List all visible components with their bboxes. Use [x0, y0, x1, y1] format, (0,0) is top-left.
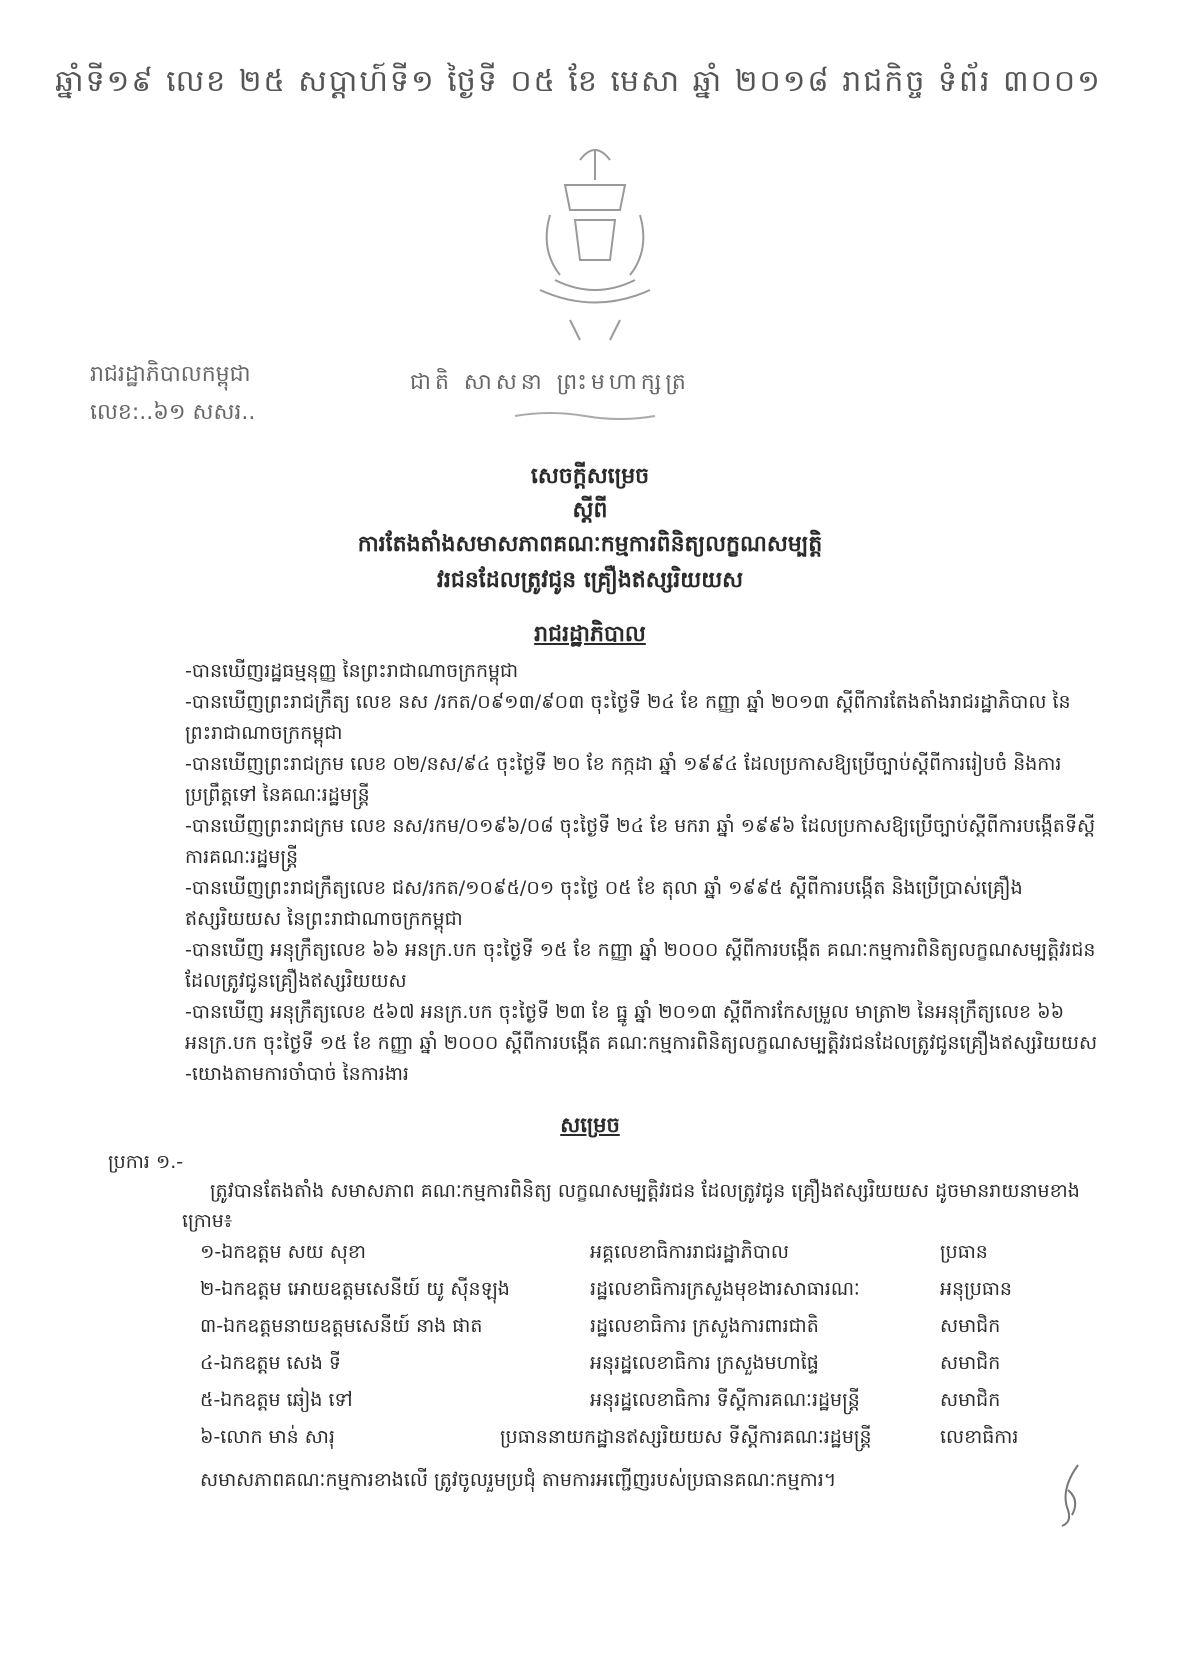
ornament-divider-icon [510, 410, 660, 422]
member-name: ៣-ឯកឧត្តមនាយឧត្តមសេនីយ៍ នាង ផាត [200, 1315, 483, 1337]
member-list [200, 1240, 1100, 1462]
visa-item: -បានឃើញ អនុក្រឹត្យលេខ ៦៦ អនក្រ.បក ចុះថ្ងៃទី ១៥ ខែ កញ្ញា ឆ្នាំ ២០០០ ស្តីពីការបង្កើត គណៈកម្មការពិនិត្យលក្ខណសម្បត្តិវរជន ដែលត្រូវជូនគ្រឿងឥស្សរិយយស [185, 939, 1096, 992]
member-position: រដ្ឋលេខាធិការក្រសួងមុខងារសាធារណៈ [590, 1278, 860, 1300]
handwritten-initial-icon [1050, 1460, 1090, 1530]
member-name: ៦-លោក មាន់ សារុ [200, 1426, 335, 1448]
member-name: ៤-ឯកឧត្តម សេង ទី [200, 1352, 341, 1374]
member-role: សមាជិក [940, 1389, 1001, 1411]
document-about: ស្តីពី [572, 498, 608, 523]
member-name: ១-ឯកឧត្តម សយ សុខា [200, 1241, 366, 1263]
member-role: សមាជិក [940, 1315, 1001, 1337]
member-role: សមាជិក [940, 1352, 1001, 1374]
member-position: ប្រធាននាយកដ្ឋានឥស្សរិយយស ទីស្តីការគណៈរដ្ឋមន្ត្រី [500, 1426, 872, 1448]
subject-line-1: ការតែងតាំងសមាសភាពគណៈកម្មការពិនិត្យលក្ខណសម្បត្តិ [357, 532, 823, 557]
visa-item: -បានឃើញព្រះរាជក្រឹត្យ លេខ នស /រកត/០៩១៣/៩០៣ ចុះថ្ងៃទី ២៤ ខែ កញ្ញា ឆ្នាំ ២០១៣ ស្តីពីការតែងតាំងរាជរដ្ឋាភិបាល នៃព្រះរាជាណាចក្រកម្ពុជា [185, 691, 1071, 744]
member-position: អនុរដ្ឋលេខាធិការ ទីស្តីការគណៈរដ្ឋមន្ត្រី [590, 1389, 860, 1411]
closing-statement: សមាសភាពគណៈកម្មការខាងលើ ត្រូវចូលរួមប្រជុំ តាមការអញ្ជើញរបស់ប្រធានគណៈកម្មការ។ [200, 1469, 837, 1491]
visa-list [185, 656, 1105, 1090]
issuer-heading: រាជរដ្ឋាភិបាល [534, 622, 646, 647]
member-position: អគ្គលេខាធិការរាជរដ្ឋាភិបាល [590, 1241, 789, 1263]
member-role: ប្រធាន [940, 1241, 988, 1263]
article-label: ប្រការ ១.- [108, 1151, 184, 1173]
issuing-authority: រាជរដ្ឋាភិបាលកម្ពុជា [90, 362, 251, 387]
member-role: លេខាធិការ [940, 1426, 1019, 1448]
visa-item: -បានឃើញរដ្ឋធម្មនុញ្ញ នៃព្រះរាជាណាចក្រកម្ពុជា [185, 660, 519, 682]
subject-line-2: វរជនដែលត្រូវជូន គ្រឿងឥស្សរិយយស [436, 568, 744, 593]
member-position: រដ្ឋលេខាធិការ ក្រសួងការពារជាតិ [590, 1315, 819, 1337]
member-row [200, 1277, 1100, 1314]
visa-item: -បានឃើញព្រះរាជក្រម លេខ ០២/នស/៩៤ ចុះថ្ងៃទី ២០ ខែ កក្កដា ឆ្នាំ ១៩៩៤ ដែលប្រកាសឱ្យប្រើច្បាប់ស្តីពីការរៀបចំ និងការប្រព្រឹត្តទៅ នៃគណៈរដ្ឋមន្ត្រី [185, 753, 1062, 806]
member-name: ២-ឯកឧត្តម អោយឧត្តមសេនីយ៍ យូ ស៊ីនឡុង [200, 1278, 510, 1300]
royal-emblem-icon [480, 140, 710, 350]
article-text: ត្រូវបានតែងតាំង សមាសភាព គណៈកម្មការពិនិត្យ លក្ខណសម្បត្តិវរជន ដែលត្រូវជូន គ្រឿងឥស្សរិយយស ដូចមានរាយនាមខាងក្រោម៖ [182, 1180, 1080, 1232]
document-number: លេខ:..៦១ សសរ.. [90, 400, 256, 425]
member-position: អនុរដ្ឋលេខាធិការ ក្រសួងមហាផ្ទៃ [590, 1352, 819, 1374]
visa-item: -បានឃើញ អនុក្រឹត្យលេខ ៥៦៧ អនក្រ.បក ចុះថ្ងៃទី ២៣ ខែ ធ្នូ ឆ្នាំ ២០១៣ ស្តីពីការកែសម្រួល មាត្រា២ នៃអនុក្រឹត្យលេខ ៦៦ អនក្រ.បក ចុះថ្ងៃទី ១៥ ខែ កញ្ញា ឆ្នាំ ២០០០ ស្តីពីការបង្កើត គណៈកម្មការពិនិត្យលក្ខណសម្បត្តិវរជនដែលត្រូវជូនគ្រឿងឥស្សរិយយស [185, 1001, 1098, 1054]
gazette-header: ឆ្នាំទី១៩ លេខ ២៥ សប្តាហ៍ទី១ ថ្ងៃទី ០៥ ខែ មេសា ឆ្នាំ ២០១៨ រាជកិច្ច ទំព័រ ៣០០១ [55, 64, 1102, 99]
visa-item: -យោងតាមការចាំបាច់ នៃការងារ [185, 1063, 409, 1085]
national-motto: ជាតិ សាសនា ព្រះមហាក្សត្រ [410, 370, 690, 395]
visa-item: -បានឃើញព្រះរាជក្រឹត្យលេខ ជស/រកត/១០៩៥/០១ ចុះថ្ងៃ ០៥ ខែ តុលា ឆ្នាំ ១៩៩៥ ស្តីពីការបង្កើត និងប្រើប្រាស់គ្រឿងឥស្សរិយយស នៃព្រះរាជាណាចក្រកម្ពុជា [185, 877, 1023, 930]
decision-heading: សម្រេច [560, 1113, 620, 1137]
member-row [200, 1240, 1100, 1277]
member-row [200, 1351, 1100, 1388]
member-row [200, 1425, 1100, 1462]
member-row [200, 1314, 1100, 1351]
document-type: សេចក្តីសម្រេច [530, 464, 650, 489]
visa-item: -បានឃើញព្រះរាជក្រម លេខ នស/រកម/០១៩៦/០៨ ចុះថ្ងៃទី ២៤ ខែ មករា ឆ្នាំ ១៩៩៦ ដែលប្រកាសឱ្យប្រើច្បាប់ស្តីពីការបង្កើតទីស្តីការគណៈរដ្ឋមន្ត្រី [185, 815, 1096, 868]
member-row [200, 1388, 1100, 1425]
member-name: ៥-ឯកឧត្តម ឆៀង ទៅ [200, 1389, 353, 1411]
member-role: អនុប្រធាន [940, 1278, 1012, 1300]
